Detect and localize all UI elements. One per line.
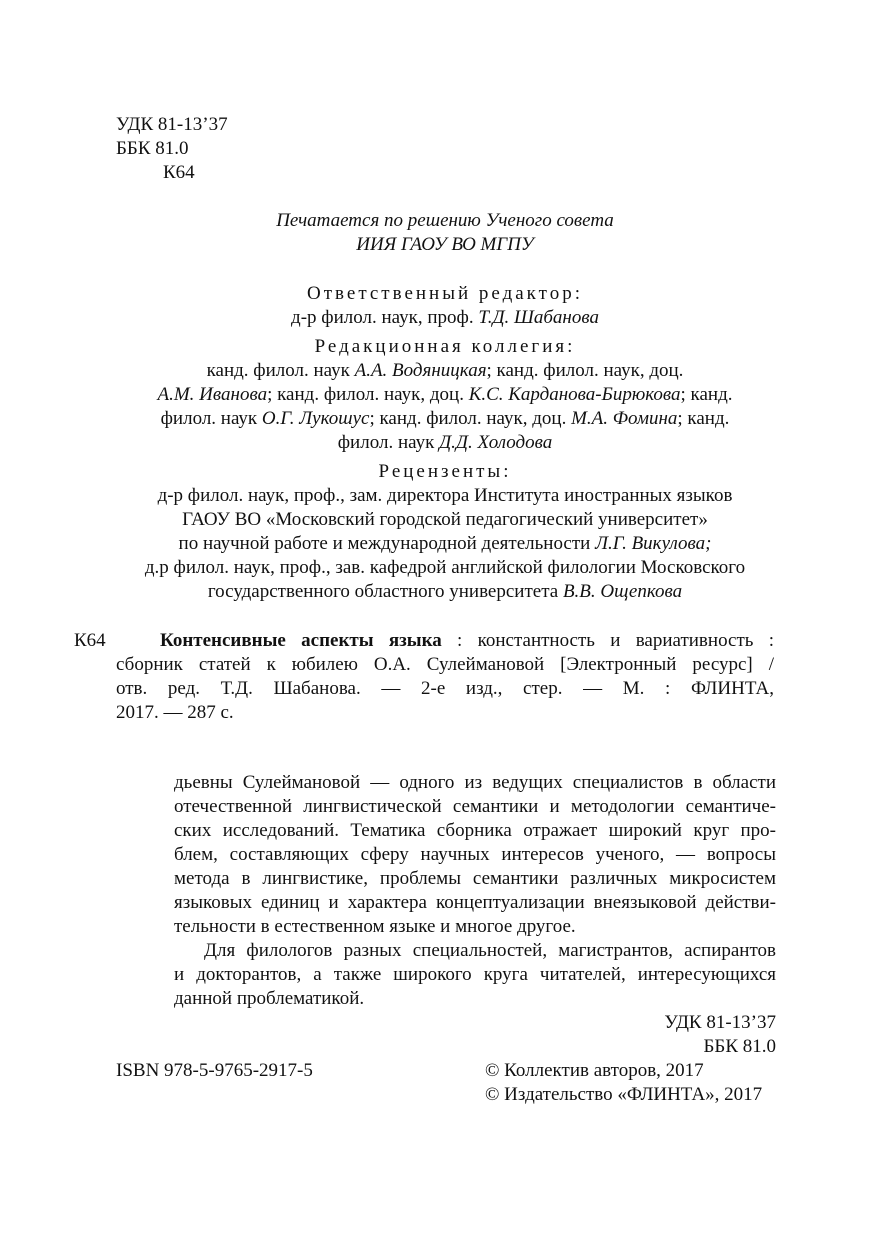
reviewers-heading: Рецензенты:	[378, 461, 512, 482]
board-line-1	[100, 359, 790, 382]
approval-line-2: ИИЯ ГАОУ ВО МГПУ	[356, 234, 534, 255]
copyright-authors: © Коллектив авторов, 2017	[485, 1060, 704, 1081]
annotation-line: отечественной лингвистической семантики и методологии семантиче-	[174, 796, 776, 817]
board-heading: Редакционная коллегия:	[314, 336, 576, 357]
board-member-name: М.А. Фомина	[571, 408, 678, 429]
board-line-2	[100, 383, 790, 406]
board-line-4	[100, 431, 790, 454]
reviewer-text: государственного областного университета	[207, 581, 563, 602]
bibliographic-line-4: 2017. — 287 с.	[116, 702, 234, 723]
board-text: канд. филол. наук	[206, 360, 355, 381]
editor-heading: Ответственный редактор:	[307, 283, 583, 304]
footer-udk: УДК 81-13’37	[664, 1012, 776, 1033]
board-line-3	[100, 407, 790, 430]
board-text: ; канд. филол. наук, доц.	[486, 360, 684, 381]
bibliographic-mark: К64	[74, 630, 106, 651]
editor-degree: д-р филол. наук, проф.	[291, 307, 479, 328]
editor-line	[100, 306, 790, 329]
annotation-line: тельности в естественном языке и многое другое.	[174, 916, 576, 937]
board-member-name: Д.Д. Холодова	[439, 432, 553, 453]
reviewers-line-5	[100, 580, 790, 603]
book-subtitle: : константность и вариативность :	[441, 630, 775, 651]
annotation-line: ских исследований. Тематика сборника отражает широкий круг про-	[174, 820, 776, 841]
bibliographic-line-3: отв. ред. Т.Д. Шабанова. — 2-е изд., стер. — М. : ФЛИНТА,	[116, 678, 774, 699]
board-text: ; канд.	[680, 384, 733, 405]
reviewer-name: Л.Г. Викулова;	[595, 533, 712, 554]
book-title: Контенсивные аспекты языка	[160, 630, 442, 651]
annotation-line: метода в лингвистике, проблемы семантики различных микросистем	[174, 868, 776, 889]
bibliographic-line-2: сборник статей к юбилею О.А. Сулеймановой [Электронный ресурс] /	[116, 654, 774, 675]
reviewers-line-2: ГАОУ ВО «Московский городской педагогический университет»	[182, 509, 708, 530]
reviewers-line-3	[100, 532, 790, 555]
annotation-line: языковых единиц и характера концептуализации внеязыковой действи-	[174, 892, 776, 913]
bibliographic-line-1	[160, 629, 774, 652]
board-text: ; канд. филол. наук, доц.	[369, 408, 572, 429]
udk-code: УДК 81-13’37	[116, 114, 228, 135]
board-member-name: К.С. Карданова-Бирюкова	[468, 384, 681, 405]
board-member-name: А.А. Водяницкая	[354, 360, 487, 381]
audience-line: данной проблематикой.	[174, 988, 365, 1009]
copyright-publisher: © Издательство «ФЛИНТА», 2017	[485, 1084, 763, 1105]
isbn: ISBN 978-5-9765-2917-5	[116, 1060, 313, 1081]
reviewers-line-1: д-р филол. наук, проф., зам. директора Института иностранных языков	[157, 485, 733, 506]
author-mark: К64	[163, 162, 195, 183]
audience-line: Для филологов разных специальностей, магистрантов, аспирантов	[204, 940, 776, 961]
audience-line: и докторантов, а также широкого круга читателей, интересующихся	[174, 964, 776, 985]
board-text: филол. наук	[160, 408, 262, 429]
reviewer-text: по научной работе и международной деятельности	[178, 533, 596, 554]
bbk-code: ББК 81.0	[116, 138, 189, 159]
board-text: ; канд.	[677, 408, 730, 429]
approval-line-1: Печатается по решению Ученого совета	[276, 210, 614, 231]
reviewers-line-4: д.р филол. наук, проф., зав. кафедрой английской филологии Московского	[144, 557, 746, 578]
editor-name: Т.Д. Шабанова	[478, 307, 599, 328]
board-member-name: А.М. Иванова	[157, 384, 268, 405]
annotation-line: блем, составляющих сферу научных интересов ученого, — вопросы	[174, 844, 776, 865]
board-member-name: О.Г. Лукошус	[261, 408, 370, 429]
footer-bbk: ББК 81.0	[703, 1036, 776, 1057]
reviewer-name: В.В. Ощепкова	[562, 581, 683, 602]
board-text: филол. наук	[337, 432, 440, 453]
annotation-line: дьевны Сулеймановой — одного из ведущих специалистов в области	[174, 772, 776, 793]
board-text: ; канд. филол. наук, доц.	[267, 384, 469, 405]
